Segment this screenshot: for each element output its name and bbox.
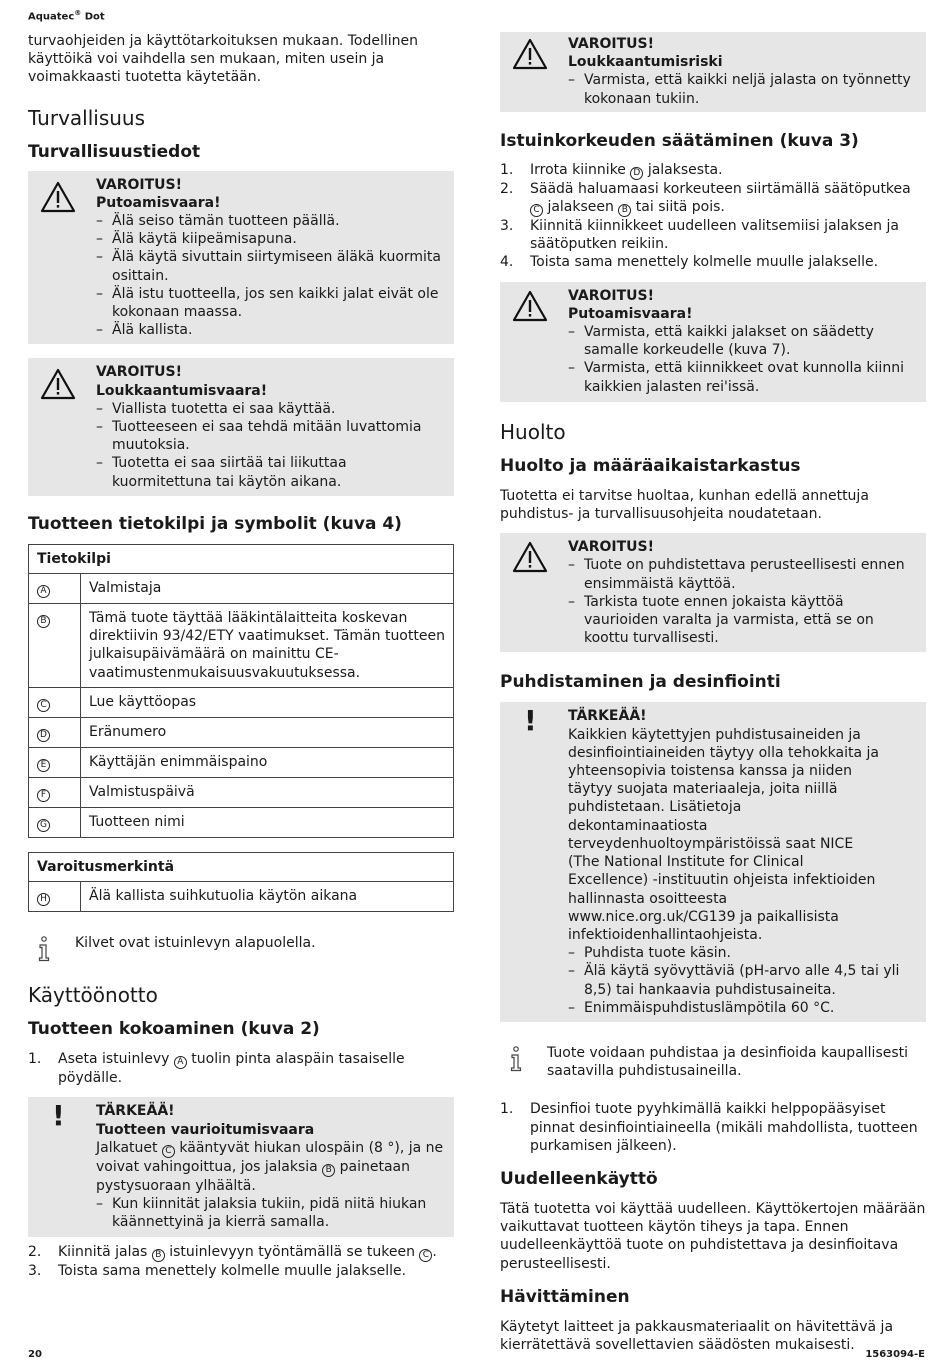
list-item: – Älä käytä syövyttäviä (pH-arvo alle 4,5 tai yli 8,5) tai hankaavia puhdistusaineita. [568,963,900,998]
label-table [28,544,454,838]
info-note: Tuote voidaan puhdistaa ja desinfioida kaupallisesti saatavilla puhdistusaineilla. [500,1044,926,1080]
steps-list [28,1050,454,1087]
subsection-title: Tuotteen kokoaminen (kuva 2) [28,1019,320,1040]
list-item: – Tuotetta ei saa siirtää tai liikuttaa kuormitettuna tai käytön aikana. [96,455,347,490]
subsection-title: Uudelleenkäyttö [500,1168,658,1189]
notice-box [500,702,926,1021]
header-product: Aquatec® Dot [28,9,105,23]
intro-text: turvaohjeiden ja käyttötarkoituksen mukaan. Todellinen käyttöikä voi vaihdella sen mukaan, miten usein ja voimakkaasti tuotetta käytetään. [28,33,418,86]
notice-box [28,1097,454,1236]
warning-title: VAROITUS! [568,36,654,52]
symbol-c-icon: C [530,204,543,217]
left-column [28,32,454,1280]
subsection-title: Huolto ja määräaikaistarkastus [500,455,801,476]
symbol-b-icon: B [322,1164,335,1177]
warning-box [500,282,926,402]
symbol-c-icon: C [162,1145,175,1158]
list-item: – Älä käytä kiipeämisapuna. [96,231,297,248]
warning-title: VAROITUS! [96,176,182,193]
symbol-a-icon: A [37,585,50,598]
symbol-c-icon: C [37,699,50,712]
warning-title: VAROITUS! [568,539,654,556]
warning-box [500,533,926,652]
notice-subtitle: Tuotteen vaurioitumisvaara [96,1121,315,1138]
table-row: G Tuotteen nimi [29,807,454,837]
section-title: Turvallisuus [28,105,146,130]
list-item: – Enimmäispuhdistuslämpötila 60 °C. [568,999,835,1016]
table-row: C Lue käyttöopas [29,687,454,717]
table-row: D Eränumero [29,717,454,747]
exclamation-icon: ! [52,1099,65,1133]
list-item: – Varmista, että kiinnikkeet ovat kunnolla kiinni kaikkien jalasten rei'issä. [568,360,904,395]
symbol-b-icon: B [152,1249,165,1262]
warning-triangle-icon [512,38,548,70]
list-item: 1. Irrota kiinnike D jalaksesta. [500,161,723,178]
list-item: – Viallista tuotetta ei saa käyttää. [96,400,336,417]
table-header: Tietokilpi [29,544,454,573]
symbol-d-icon: D [37,729,50,742]
exclamation-icon: ! [524,704,537,738]
table-row: A Valmistaja [29,574,454,604]
list-item: – Puhdista tuote käsin. [568,945,731,962]
list-item: 4. Toista sama menettely kolmelle muulle jalakselle. [500,254,879,271]
section-title: Käyttöönotto [28,983,158,1008]
list-item: 3. Kiinnitä kiinnikkeet uudelleen valitsemiisi jalaksen ja säätöputken reikiin. [500,218,899,253]
warning-subtitle: Putoamisvaara! [96,194,221,211]
info-icon [36,936,52,962]
right-column [500,32,926,1354]
symbol-d-icon: D [630,167,643,180]
list-item: 2. Säädä haluamaasi korkeuteen siirtämällä säätöputkea C jalakseen B tai siitä pois. [500,180,911,216]
list-item: – Tuote on puhdistettava perusteellisesti ennen ensimmäistä käyttöä. [568,557,905,592]
list-item: – Älä seiso tämän tuotteen päällä. [96,213,340,230]
list-item: – Älä istu tuotteella, jos sen kaikki jalat eivät ole kokonaan maassa. [96,285,439,321]
symbol-e-icon: E [37,759,50,772]
warning-subtitle: Putoamisvaara! [568,305,693,322]
subsection-title: Turvallisuustiedot [28,141,201,162]
steps-list [500,161,926,272]
table-row: H Älä kallista suihkutuolia käytön aikana [29,882,454,912]
list-item: – Kun kiinnität jalaksia tukiin, pidä niitä hiukan käännettyinä ja kierrä samalla. [96,1196,427,1231]
warning-box [28,358,454,495]
subsection-title: Puhdistaminen ja desinfiointi [500,672,781,693]
warning-label-table [28,852,454,912]
warning-title: VAROITUS! [96,364,182,381]
table-row: B Tämä tuote täyttää lääkintälaitteita koskevan direktiivin 93/42/ETY vaatimukset. Tämän tuotteen julkaisupäivämäärä on mainittu CE-vaatimustenmukaisuusvakuutuksessa. [29,604,454,688]
list-item: 1. Aseta istuinlevy A tuolin pinta alaspäin tasaiselle pöydälle. [28,1051,405,1087]
symbol-f-icon: F [37,789,50,802]
warning-triangle-icon [40,368,76,400]
body-text: Tätä tuotetta voi käyttää uudelleen. Käyttökertojen määrään vaikuttavat tuotteen käytön tiheys ja tapa. Ennen uudelleenkäyttöä tuote on puhdistettava ja desinfioitava perusteellisesti. [500,1200,926,1272]
steps-list [500,1100,926,1155]
symbol-b-icon: B [618,204,631,217]
subsection-title: Tuotteen tietokilpi ja symbolit (kuva 4) [28,513,402,534]
body-text: Tuotetta ei tarvitse huoltaa, kunhan edellä annettuja puhdistus- ja turvallisuusohjeita noudatetaan. [500,487,869,523]
document-number: 1563094-E [865,1349,925,1360]
list-item: 3. Toista sama menettely kolmelle muulle jalakselle. [28,1262,407,1279]
list-item: 1. Desinfioi tuote pyyhkimällä kaikki helppopääsyiset pinnat desinfiointiaineella (mikäli mahdollista, tuotteen purkamisen jälkeen). [500,1101,918,1154]
warning-triangle-icon [512,290,548,322]
warning-box [28,171,454,345]
notice-text: Kaikkien käytettyjen puhdistusaineiden ja desinfiointiaineiden täytyy olla tehokkaita ja yhteensopivia toistensa kanssa ja niiden täytyy suojata materiaaleja, joita niillä puhdistetaan. Lisätietoja dekontaminaatiosta terveydenhuoltoympäristöissä saat NICE (The National Institute for Clinical Excellence) -instituutin ohjeista infektioiden hallinnasta osoitteesta www.nice.org.uk/CG139 ja paikallisista infektioidenhallintaohjeista. [568,726,879,943]
warning-subtitle: Loukkaantumisriski [568,54,723,71]
body-text: Käytetyt laitteet ja pakkausmateriaalit on hävitettävä ja kierrätettävä sovellettavien säädösten mukaisesti. [500,1318,894,1353]
subsection-title: Hävittäminen [500,1286,630,1307]
info-icon [508,1046,524,1072]
list-item: 2. Kiinnitä jalas B istuinlevyyn työntämällä se tukeen C . [28,1243,437,1260]
warning-title: VAROITUS! [568,287,654,304]
list-item: – Älä kallista. [96,322,193,339]
section-title: Huolto [500,419,566,444]
symbol-g-icon: G [37,819,50,832]
table-row: E Käyttäjän enimmäispaino [29,747,454,777]
notice-title: TÄRKEÄÄ! [568,708,647,725]
list-item: – Varmista, että kaikki neljä jalasta on työnnetty kokonaan tukiin. [568,72,911,107]
warning-triangle-icon [512,541,548,573]
notice-text: Jalkatuet C kääntyvät hiukan ulospäin (8 °), ja ne voivat vahingoittua, jos jalaksia B painetaan pystysuoraan ylhäältä. [96,1139,444,1194]
table-row: F Valmistuspäivä [29,777,454,807]
list-item: – Varmista, että kaikki jalakset on säädetty samalle korkeudelle (kuva 7). [568,324,874,359]
warning-box [500,32,926,112]
steps-list [28,1243,454,1280]
symbol-c-icon: C [419,1249,432,1262]
table-header: Varoitusmerkintä [29,852,454,881]
notice-title: TÄRKEÄÄ! [96,1103,175,1120]
symbol-h-icon: H [37,893,50,906]
subsection-title: Istuinkorkeuden säätäminen (kuva 3) [500,130,859,151]
list-item: – Tuotteeseen ei saa tehdä mitään luvattomia muutoksia. [96,419,422,454]
page-number: 20 [28,1349,42,1360]
list-item: – Älä käytä sivuttain siirtymiseen äläkä kuormita osittain. [96,249,441,284]
warning-subtitle: Loukkaantumisvaara! [96,382,268,399]
list-item: – Tarkista tuote ennen jokaista käyttöä vaurioiden varalta ja varmista, että se on koottu turvallisesti. [568,593,874,647]
info-note: Kilvet ovat istuinlevyn alapuolella. [28,934,454,952]
warning-triangle-icon [40,181,76,213]
symbol-b-icon: B [37,615,50,628]
symbol-a-icon: A [174,1056,187,1069]
